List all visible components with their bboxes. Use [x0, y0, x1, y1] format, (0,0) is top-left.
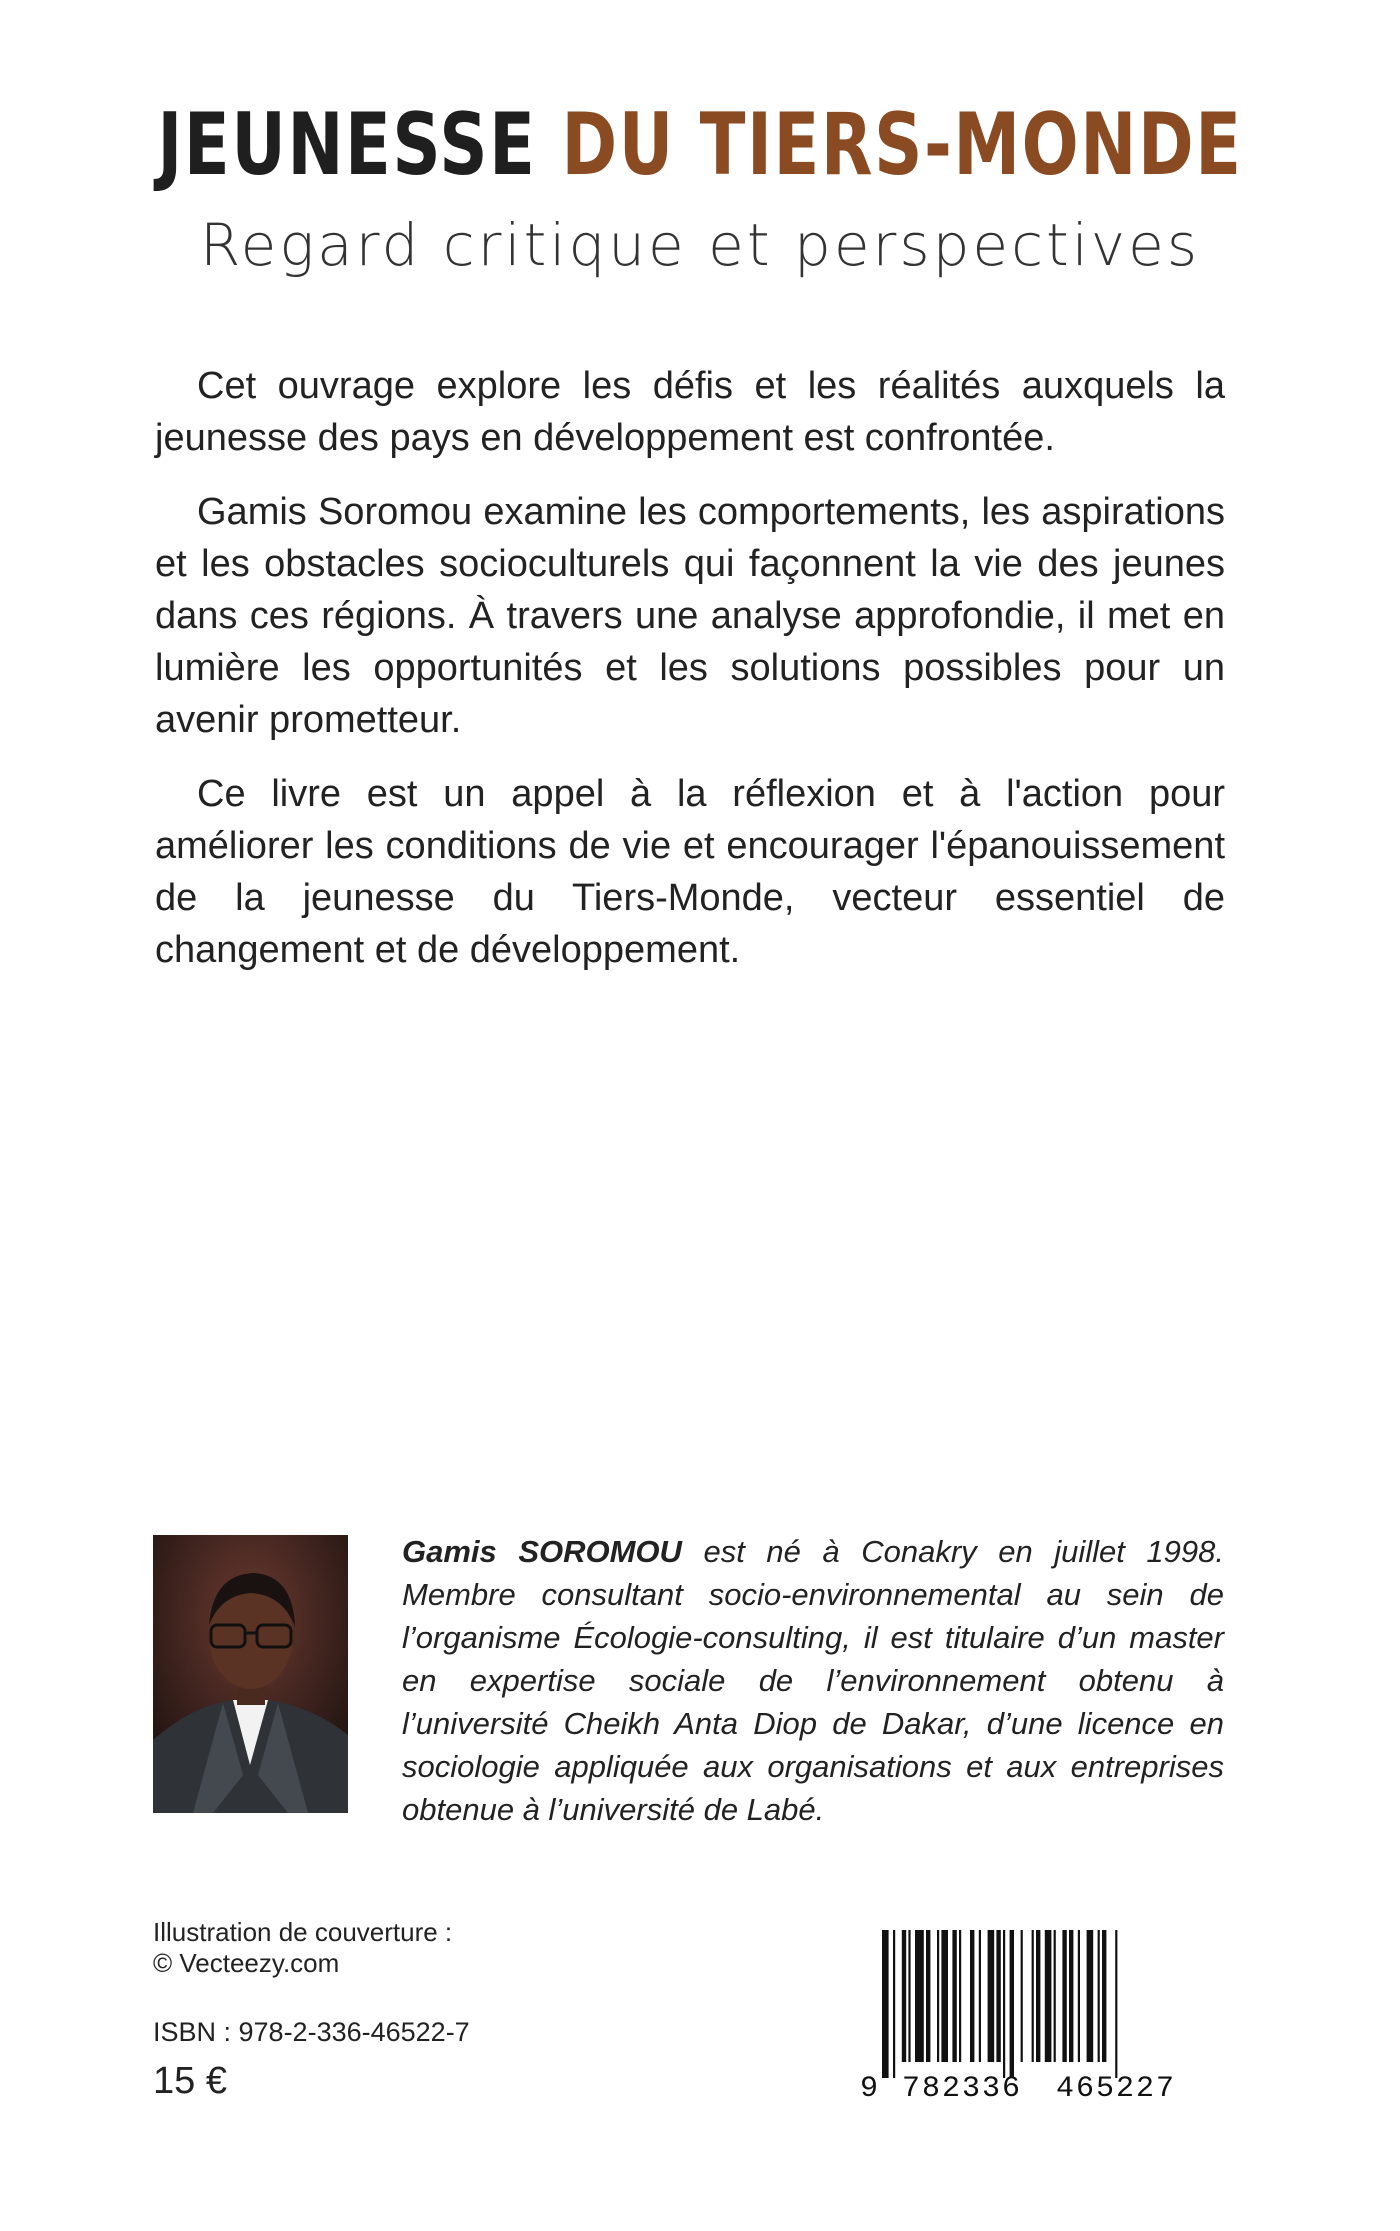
- price-text: 15 €: [153, 2060, 227, 2102]
- book-subtitle: Regard critique et perspectives: [199, 211, 1201, 279]
- barcode-bar: [1069, 1930, 1073, 2062]
- author-photo: [153, 1535, 348, 1813]
- barcode-group-1: 782336: [902, 2072, 1023, 2100]
- credit-line-1: Illustration de couverture :: [153, 1917, 453, 1947]
- blurb-paragraph: Ce livre est un appel à la réflexion et à l'action pour améliorer les conditions de vie et encourager l'épanouissement de la jeunesse du Tiers-Monde, vecteur essentiel de changement et de développement.: [155, 773, 1225, 971]
- barcode-bar: [915, 1930, 924, 2062]
- isbn-text: ISBN : 978-2-336-46522-7: [153, 2017, 470, 2047]
- barcode-bar: [908, 1930, 910, 2062]
- barcode-bar: [1102, 1930, 1106, 2062]
- barcode-bar: [1115, 1930, 1117, 2078]
- barcode-bar: [1032, 1930, 1034, 2062]
- barcode-bar: [959, 1930, 961, 2062]
- barcode-group-2: 465227: [1056, 2072, 1177, 2100]
- barcode-bar: [882, 1930, 889, 2078]
- barcode-bar: [1010, 1930, 1014, 2078]
- blurb-paragraph: Cet ouvrage explore les défis et les réalités auxquels la jeunesse des pays en développement est confrontée.: [155, 365, 1225, 459]
- barcode-bar: [893, 1930, 895, 2078]
- barcode-bar: [902, 1930, 906, 2062]
- barcode-bar: [1054, 1930, 1056, 2062]
- barcode-bar: [970, 1930, 974, 2062]
- barcode-bar: [952, 1930, 956, 2062]
- barcode-image: [860, 1930, 1222, 2100]
- author-name: Gamis SOROMOU: [402, 1534, 682, 1569]
- barcode-bar: [1045, 1930, 1052, 2062]
- barcode: [860, 1930, 1222, 2100]
- cover-credit: [153, 1917, 452, 1979]
- title-part-1: JEUNESSE: [157, 95, 537, 195]
- barcode-bar: [941, 1930, 948, 2062]
- blurb-paragraph: Gamis Soromou examine les comportements, les aspirations et les obstacles socioculturels qui façonnent la vie des jeunes dans ces régions. À travers une analyse approfondie, il met en lumière les opportunités et les solutions possibles pour un avenir prometteur.: [155, 491, 1225, 741]
- author-bio-text: est né à Conakry en juillet 1998. Membre consultant socio-environnemental au sein de l’organisme Écologie-consulting, il est titulaire d’un master en expertise sociale de l’environnement obtenu à l’université Cheikh Anta Diop de Dakar, d’une licence en sociologie appliquée aux organisations et aux entreprises obtenue à l’université de Labé.: [402, 1534, 1224, 1827]
- title-part-2: DU TIERS-MONDE: [561, 95, 1243, 195]
- barcode-bar: [926, 1930, 930, 2062]
- author-bio: [402, 1530, 1224, 1831]
- author-portrait-image: [153, 1535, 348, 1813]
- credit-line-2: © Vecteezy.com: [153, 1948, 340, 1978]
- barcode-bar: [979, 1930, 981, 2062]
- barcode-bar: [1003, 1930, 1005, 2078]
- blurb: [155, 360, 1225, 998]
- barcode-bar: [937, 1930, 939, 2062]
- barcode-bar: [1098, 1930, 1100, 2062]
- book-title: [154, 95, 1246, 195]
- barcode-bar: [1087, 1930, 1094, 2062]
- barcode-bar: [996, 1930, 1000, 2062]
- barcode-bar: [1062, 1930, 1066, 2062]
- barcode-bar: [988, 1930, 995, 2062]
- barcode-bar: [1021, 1930, 1023, 2062]
- barcode-lead-digit: 9: [860, 2072, 879, 2100]
- barcode-bar: [1036, 1930, 1040, 2062]
- barcode-bar: [1078, 1930, 1080, 2062]
